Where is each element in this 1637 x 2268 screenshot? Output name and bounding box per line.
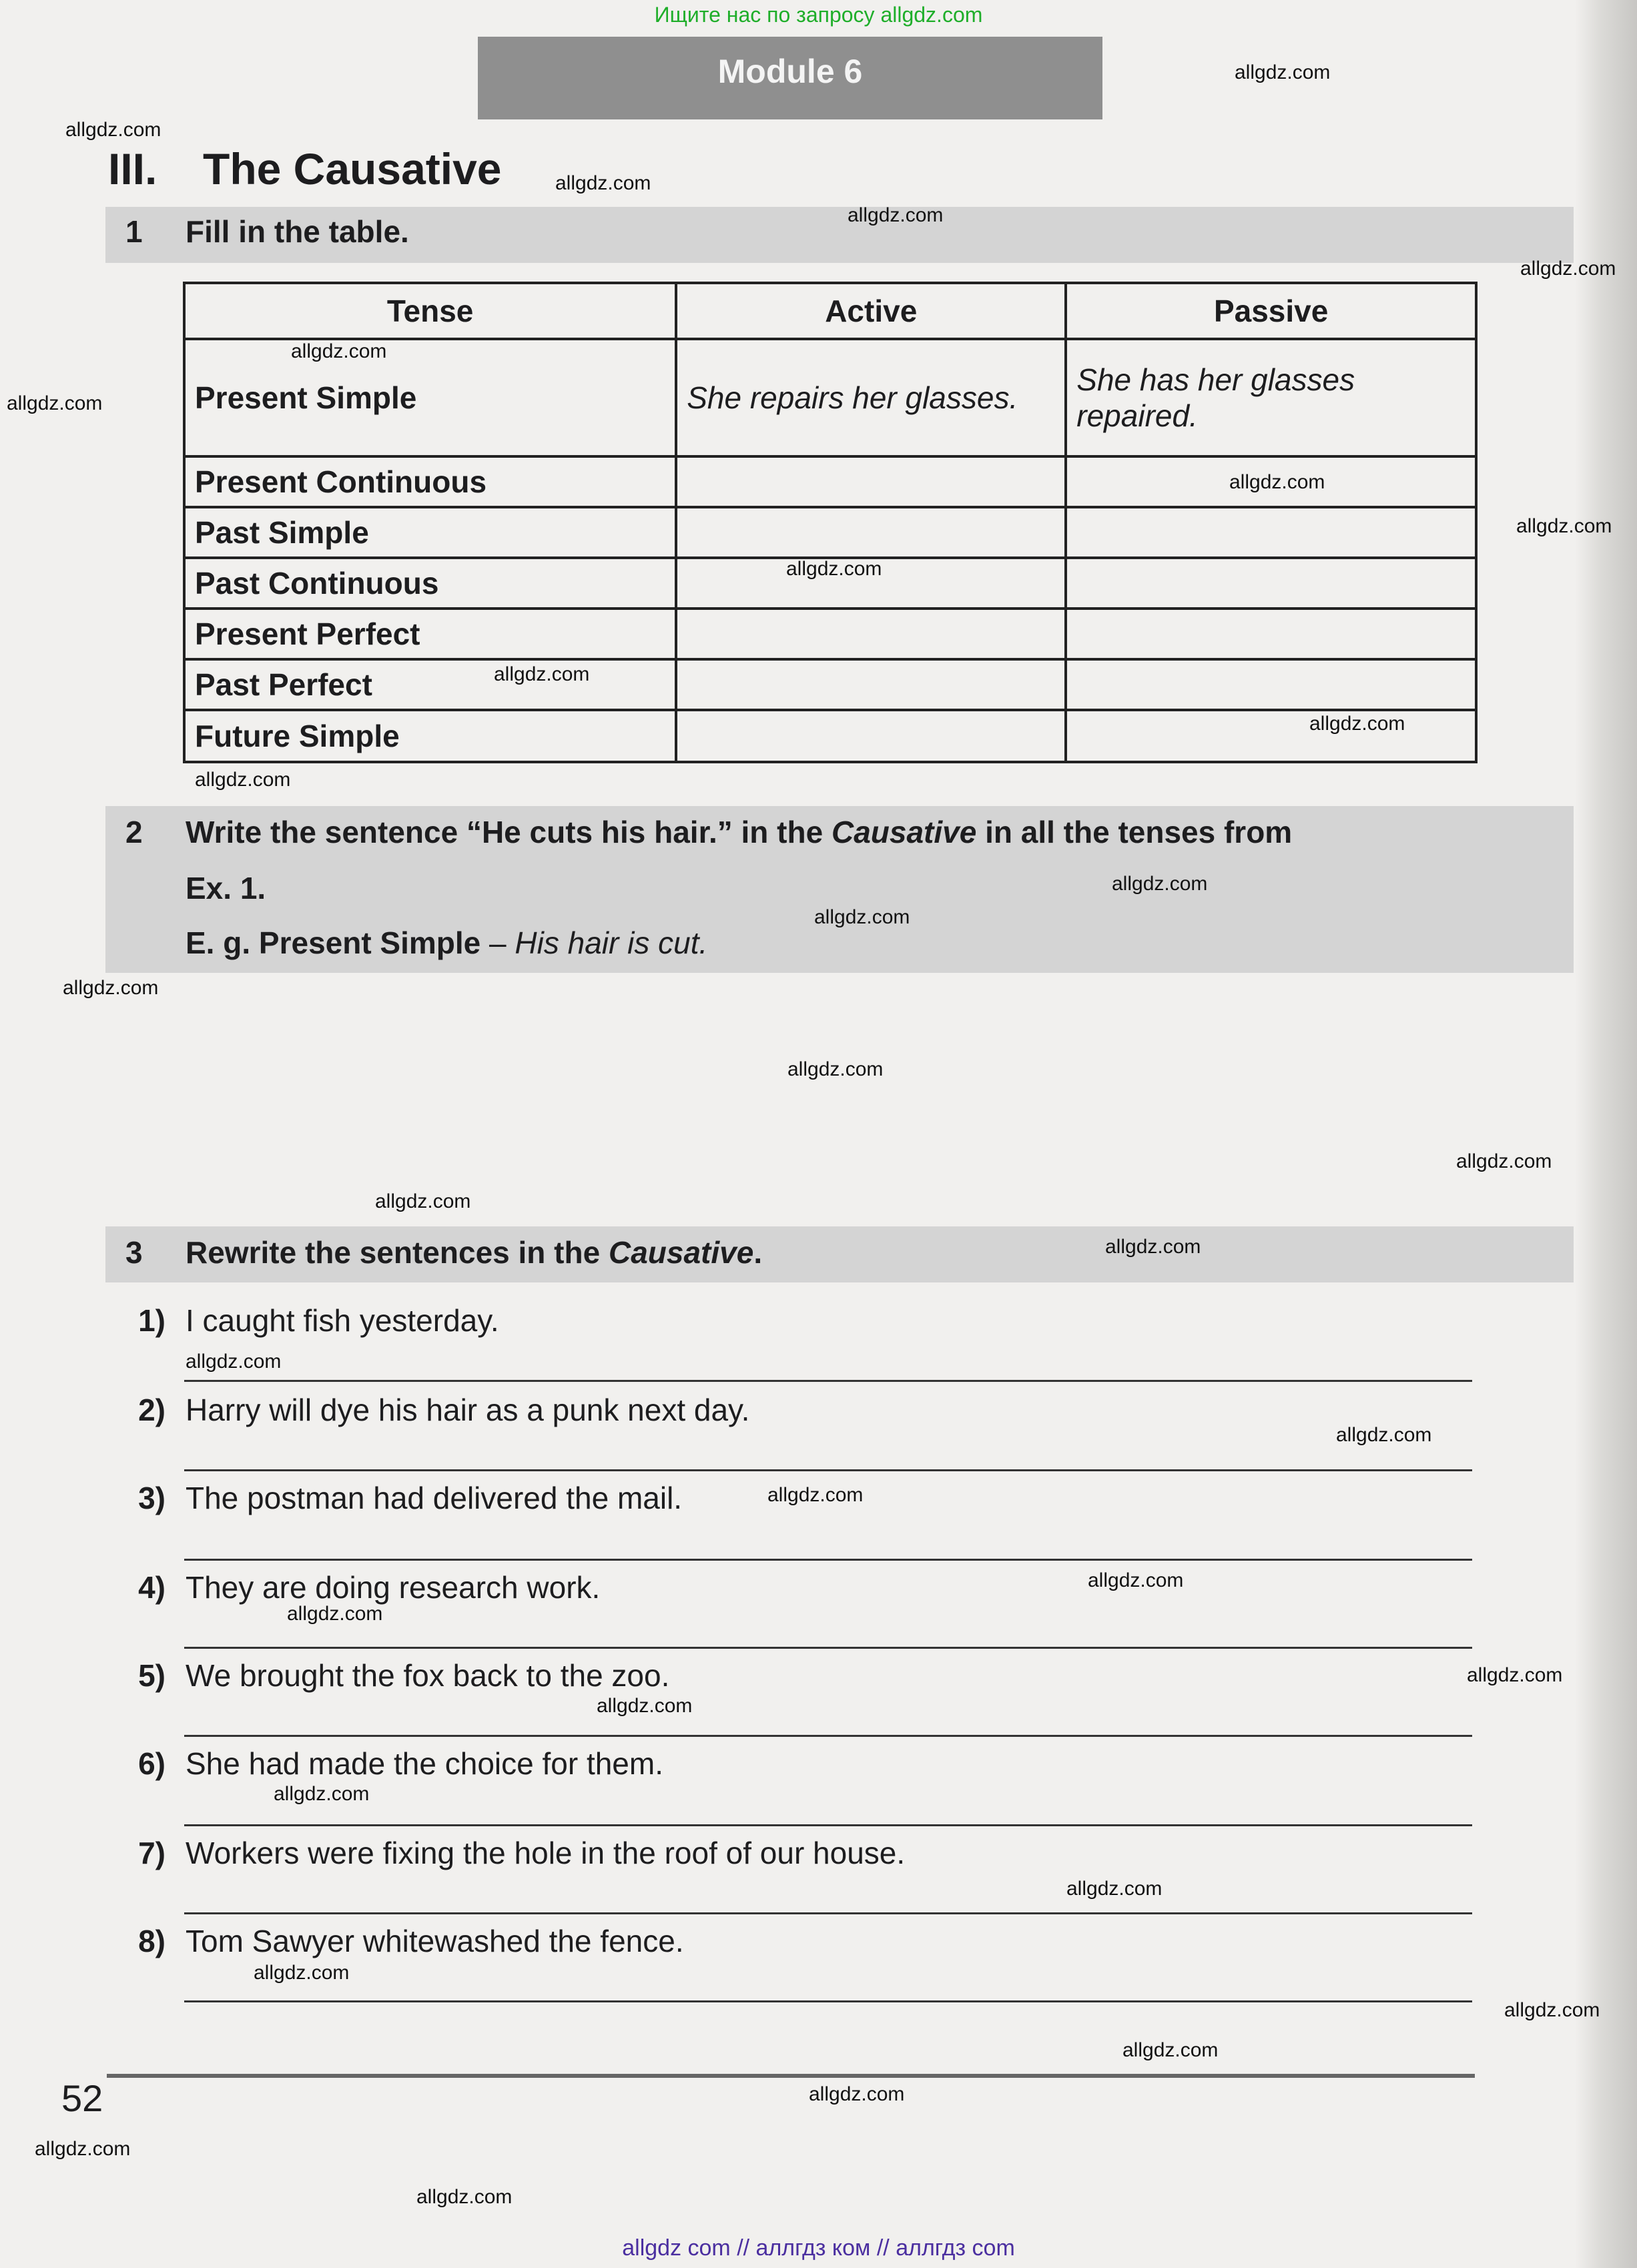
watermark: allgdz.com (1229, 471, 1325, 493)
watermark: allgdz.com (786, 558, 882, 580)
watermark: allgdz.com (1504, 1999, 1600, 2021)
active-cell[interactable] (676, 507, 1066, 558)
answer-line-2[interactable] (184, 1469, 1472, 1471)
task2-text-a: Write the sentence “He cuts his hair.” in the (186, 815, 832, 849)
sentence-text: The postman had delivered the mail. (186, 1481, 683, 1515)
watermark: allgdz.com (186, 1351, 282, 1373)
watermark: allgdz.com (375, 1190, 471, 1212)
watermark: allgdz.com (1520, 258, 1616, 280)
watermark: allgdz.com (1235, 61, 1331, 83)
sentence-number: 3) (138, 1481, 166, 1515)
watermark: allgdz.com (848, 204, 944, 226)
task3-text-c: . (753, 1235, 763, 1270)
active-cell[interactable] (676, 710, 1066, 762)
task2-text-b: Causative (831, 815, 977, 849)
task2-instruction (186, 814, 1494, 850)
page-number: 52 (61, 2077, 103, 2119)
header-active: Active (676, 283, 1066, 339)
tense-cell: Present Continuous (184, 456, 676, 507)
watermark: allgdz.com (1088, 1569, 1184, 1591)
active-cell[interactable]: She repairs her glasses. (676, 339, 1066, 456)
top-banner[interactable]: Ищите нас по запросу allgdz.com (654, 3, 983, 27)
sentence-7 (108, 1835, 905, 1871)
table-row (184, 659, 1476, 710)
task3-text-a: Rewrite the sentences in the (186, 1235, 609, 1270)
sentence-6 (108, 1746, 663, 1782)
section-number: III. (108, 144, 157, 194)
answer-line-8[interactable] (184, 2000, 1472, 2002)
bottom-banner[interactable]: allgdz com // аллгдз ком // аллгдз com (622, 2235, 1015, 2261)
watermark: allgdz.com (1112, 873, 1208, 895)
watermark: allgdz.com (1066, 1878, 1163, 1900)
watermark: allgdz.com (555, 172, 651, 194)
watermark: allgdz.com (814, 906, 910, 928)
sentence-5 (108, 1657, 669, 1693)
sentence-number: 8) (138, 1924, 166, 1958)
sentence-text: Tom Sawyer whitewashed the fence. (186, 1924, 684, 1958)
watermark: allgdz.com (767, 1484, 864, 1506)
watermark: allgdz.com (1122, 2039, 1219, 2061)
table-row (184, 507, 1476, 558)
watermark: allgdz.com (1467, 1664, 1563, 1686)
task2-exercise-ref: Ex. 1. (186, 871, 266, 905)
header-passive: Passive (1066, 283, 1476, 339)
watermark: allgdz.com (1309, 713, 1405, 735)
watermark: allgdz.com (7, 392, 103, 414)
active-cell[interactable] (676, 659, 1066, 710)
sentence-number: 1) (138, 1303, 166, 1338)
answer-line-6[interactable] (184, 1824, 1472, 1826)
answer-line-4[interactable] (184, 1647, 1472, 1649)
sentence-text: They are doing research work. (186, 1570, 601, 1605)
watermark: allgdz.com (416, 2186, 513, 2208)
sentence-1 (108, 1302, 499, 1339)
task3-text-b: Causative (608, 1235, 754, 1270)
watermark: allgdz.com (597, 1695, 693, 1717)
tense-cell: Past Continuous (184, 558, 676, 609)
task1-number: 1 (125, 214, 143, 249)
task2-text-c: in all the tenses from (976, 815, 1293, 849)
task3-number: 3 (125, 1235, 143, 1270)
sentence-3 (108, 1480, 682, 1516)
watermark: allgdz.com (1105, 1236, 1201, 1258)
answer-line-5[interactable] (184, 1735, 1472, 1737)
example-text: His hair is cut. (515, 925, 708, 960)
sentence-4 (108, 1569, 600, 1605)
watermark: allgdz.com (1516, 515, 1612, 537)
module-header: Module 6 (478, 37, 1102, 119)
active-cell[interactable] (676, 609, 1066, 659)
watermark: allgdz.com (63, 977, 159, 999)
watermark: allgdz.com (494, 663, 590, 685)
sentence-text: She had made the choice for them. (186, 1746, 663, 1781)
answer-line-3[interactable] (184, 1559, 1472, 1561)
sentence-text: Harry will dye his hair as a punk next day. (186, 1393, 750, 1427)
task2-number: 2 (125, 815, 143, 849)
watermark: allgdz.com (287, 1603, 383, 1625)
answer-line-1[interactable] (184, 1380, 1472, 1382)
example-dash: – (480, 925, 515, 960)
tense-cell: Past Simple (184, 507, 676, 558)
passive-cell[interactable] (1066, 507, 1476, 558)
sentence-number: 2) (138, 1393, 166, 1427)
sentence-text: Workers were fixing the hole in the roof of our house. (186, 1836, 906, 1870)
answer-line-7[interactable] (184, 1912, 1472, 1914)
sentence-number: 5) (138, 1658, 166, 1693)
watermark: allgdz.com (274, 1783, 370, 1805)
sentence-number: 6) (138, 1746, 166, 1781)
task3-instruction (186, 1234, 762, 1270)
watermark: allgdz.com (1456, 1150, 1552, 1172)
passive-cell[interactable] (1066, 558, 1476, 609)
tense-cell: Future Simple (184, 710, 676, 762)
sentence-8 (108, 1923, 684, 1959)
sentence-number: 4) (138, 1570, 166, 1605)
tense-cell: Present Perfect (184, 609, 676, 659)
watermark: allgdz.com (787, 1058, 884, 1080)
table-row (184, 609, 1476, 659)
watermark: allgdz.com (65, 119, 161, 141)
table-row (184, 710, 1476, 762)
watermark: allgdz.com (35, 2138, 131, 2160)
passive-cell[interactable] (1066, 710, 1476, 762)
sentence-text: We brought the fox back to the zoo. (186, 1658, 670, 1693)
sentence-number: 7) (138, 1836, 166, 1870)
watermark: allgdz.com (195, 769, 291, 791)
tense-cell: Past Perfect (184, 659, 676, 710)
example-label: E. g. Present Simple (186, 925, 481, 960)
footer-rule (107, 2074, 1475, 2078)
section-title (108, 143, 502, 194)
watermark: allgdz.com (1336, 1424, 1432, 1446)
tense-cell: Present Simple (184, 339, 676, 456)
sentence-text: I caught fish yesterday. (186, 1303, 499, 1338)
watermark: allgdz.com (809, 2083, 905, 2105)
header-tense: Tense (184, 283, 676, 339)
table-header-row (184, 283, 1476, 339)
active-cell[interactable] (676, 456, 1066, 507)
passive-cell[interactable] (1066, 659, 1476, 710)
page-edge-shadow (1575, 0, 1637, 2268)
section-heading: The Causative (203, 144, 502, 194)
watermark: allgdz.com (254, 1962, 350, 1984)
task1-instruction: Fill in the table. (186, 214, 409, 249)
sentence-2 (108, 1392, 749, 1428)
task2-example (186, 925, 707, 961)
passive-cell[interactable]: She has her glasses repaired. (1066, 339, 1476, 456)
passive-cell[interactable] (1066, 609, 1476, 659)
watermark: allgdz.com (291, 340, 387, 362)
